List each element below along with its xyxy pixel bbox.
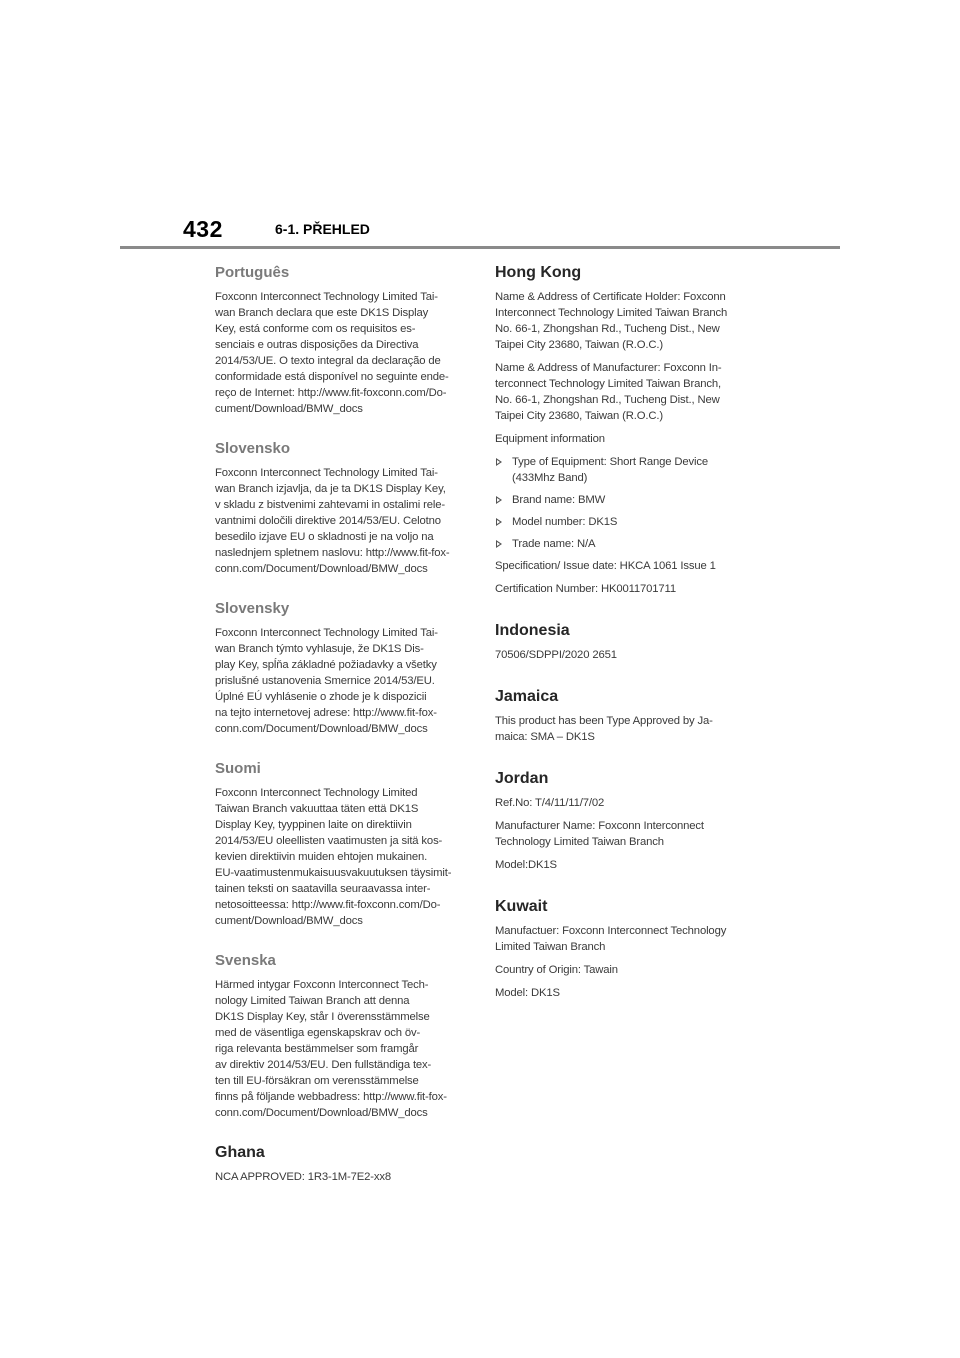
section-title: Ghana xyxy=(215,1144,265,1161)
list-item-text: Brand name: BMW xyxy=(512,494,606,506)
section-text: Manufactuer: Foxconn Interconnect Technology Limited Taiwan Branch xyxy=(495,925,727,953)
section-hong-kong xyxy=(495,262,753,597)
section-title: Hong Kong xyxy=(495,264,582,281)
list-item-text: Model number: DK1S xyxy=(512,516,618,528)
section-ghana xyxy=(215,1142,465,1185)
triangle-bullet-icon xyxy=(496,458,502,466)
section-title: Slovensko xyxy=(215,440,291,457)
section-title: Português xyxy=(215,264,290,281)
list-item xyxy=(495,536,753,552)
section-text: Model: DK1S xyxy=(495,987,560,999)
triangle-bullet-icon xyxy=(496,518,502,526)
list-item xyxy=(495,454,753,486)
section-text: 70506/SDPPI/2020 2651 xyxy=(495,649,617,661)
section-text: Manufacturer Name: Foxconn Interconnect Technology Limited Taiwan Branch xyxy=(495,820,704,848)
chapter-title: 6-1. PŘEHLED xyxy=(275,221,370,237)
section-jordan xyxy=(495,768,753,873)
section-text: Equipment information xyxy=(495,433,605,445)
section-text: Country of Origin: Tawain xyxy=(495,964,618,976)
section-text: This product has been Type Approved by Ja- maica: SMA – DK1S xyxy=(495,715,713,743)
section-title: Jamaica xyxy=(495,688,559,705)
list-item xyxy=(495,492,753,508)
triangle-bullet-icon xyxy=(496,496,502,504)
list-item-text: Trade name: N/A xyxy=(512,538,596,550)
section-slovensky xyxy=(215,598,465,737)
list-item-text: Type of Equipment: Short Range Device (433Mhz Band) xyxy=(512,456,709,484)
triangle-bullet-icon xyxy=(496,540,502,548)
list-item xyxy=(495,514,753,530)
section-text: Specification/ Issue date: HKCA 1061 Issue 1 xyxy=(495,560,716,572)
section-title: Slovensky xyxy=(215,600,290,617)
equipment-list xyxy=(495,454,753,552)
page-header xyxy=(120,212,840,249)
section-text: Foxconn Interconnect Technology Limited Taiwan Branch vakuuttaa täten että DK1S Display Key, tyyppinen laite on direktiivin 2014/53/EU oleellisten vaatimusten ja sitä kos- kevien direktiivin muiden ehtojen mukainen. EU-vaatimustenmukaisuusvakuutuksen täysimit- tainen teksti on saatavilla seuraavassa inter- netosoitteessa: http://www.fit-foxconn.com/Do- cument/Download/BMW_docs xyxy=(215,787,452,927)
section-text: Foxconn Interconnect Technology Limited Tai- wan Branch declara que este DK1S Display Key, está conforme com os requisitos es- senciais e outras disposições da Directiva 2014/53/UE. O texto integral da declaração de conformidade está disponível no seguinte ende- reço de Internet: http://www.fit-foxconn.com/Do- cument/Download/BMW_docs xyxy=(215,291,449,415)
section-text: Model:DK1S xyxy=(495,859,557,871)
section-title: Svenska xyxy=(215,952,276,969)
section-slovensko xyxy=(215,438,465,577)
left-column xyxy=(215,262,465,1192)
section-text: Härmed intygar Foxconn Interconnect Tech- nology Limited Taiwan Branch att denna DK1S Display Key, står I överensstämmelse med de väsentliga egenskapskrav och öv- riga relevanta bestämmelser som framgår av direktiv 2014/53/EU. Den fullständiga tex- ten till EU-försäkran om verensstämmelse finns på följande webbadress: http://www.fit-fox- conn.com/Document/Download/BMW_docs xyxy=(215,979,447,1119)
section-portugues xyxy=(215,262,465,417)
section-text: NCA APPROVED: 1R3-1M-7E2-xx8 xyxy=(215,1171,391,1183)
section-text: Certification Number: HK0011701711 xyxy=(495,583,676,595)
section-text: Foxconn Interconnect Technology Limited Tai- wan Branch izjavlja, da je ta DK1S Display Key, v skladu z bistvenimi zahtevami in ostalimi rele- vantnimi določili direktive 2014/53/EU. Celotno besedilo izjave EU o skladnosti je na voljo na naslednjem spletnem naslovu: http://www.fit-fox- conn.com/Document/Download/BMW_docs xyxy=(215,467,450,575)
section-title: Suomi xyxy=(215,760,261,777)
section-text: Ref.No: T/4/11/11/7/02 xyxy=(495,797,605,809)
section-text: Name & Address of Certificate Holder: Foxconn Interconnect Technology Limited Taiwan Branch No. 66-1, Zhongshan Rd., Tucheng Dist., New Taipei City 23680, Taiwan (R.O.C.) xyxy=(495,291,728,351)
section-suomi xyxy=(215,758,465,929)
right-column xyxy=(495,262,753,1008)
page-number: 432 xyxy=(183,216,223,242)
section-jamaica xyxy=(495,686,753,745)
section-text: Foxconn Interconnect Technology Limited Tai- wan Branch týmto vyhlasuje, že DK1S Dis- play Key, spĺňa základné požiadavky a všetky prislušné ustanovenia Smernice 2014/53/EU. Úplné EÚ vyhlásenie o zhode je k dispozicii na tejto internetovej adrese: http://www.fit-fox- conn.com/Document/Download/BMW_docs xyxy=(215,627,438,735)
section-kuwait xyxy=(495,896,753,1001)
section-indonesia xyxy=(495,620,753,663)
section-svenska xyxy=(215,950,465,1121)
section-title: Jordan xyxy=(495,770,549,787)
section-title: Indonesia xyxy=(495,622,570,639)
section-title: Kuwait xyxy=(495,898,548,915)
section-text: Name & Address of Manufacturer: Foxconn In- terconnect Technology Limited Taiwan Branch, No. 66-1, Zhongshan Rd., Tucheng Dist., New Taipei City 23680, Taiwan (R.O.C.) xyxy=(495,362,722,422)
